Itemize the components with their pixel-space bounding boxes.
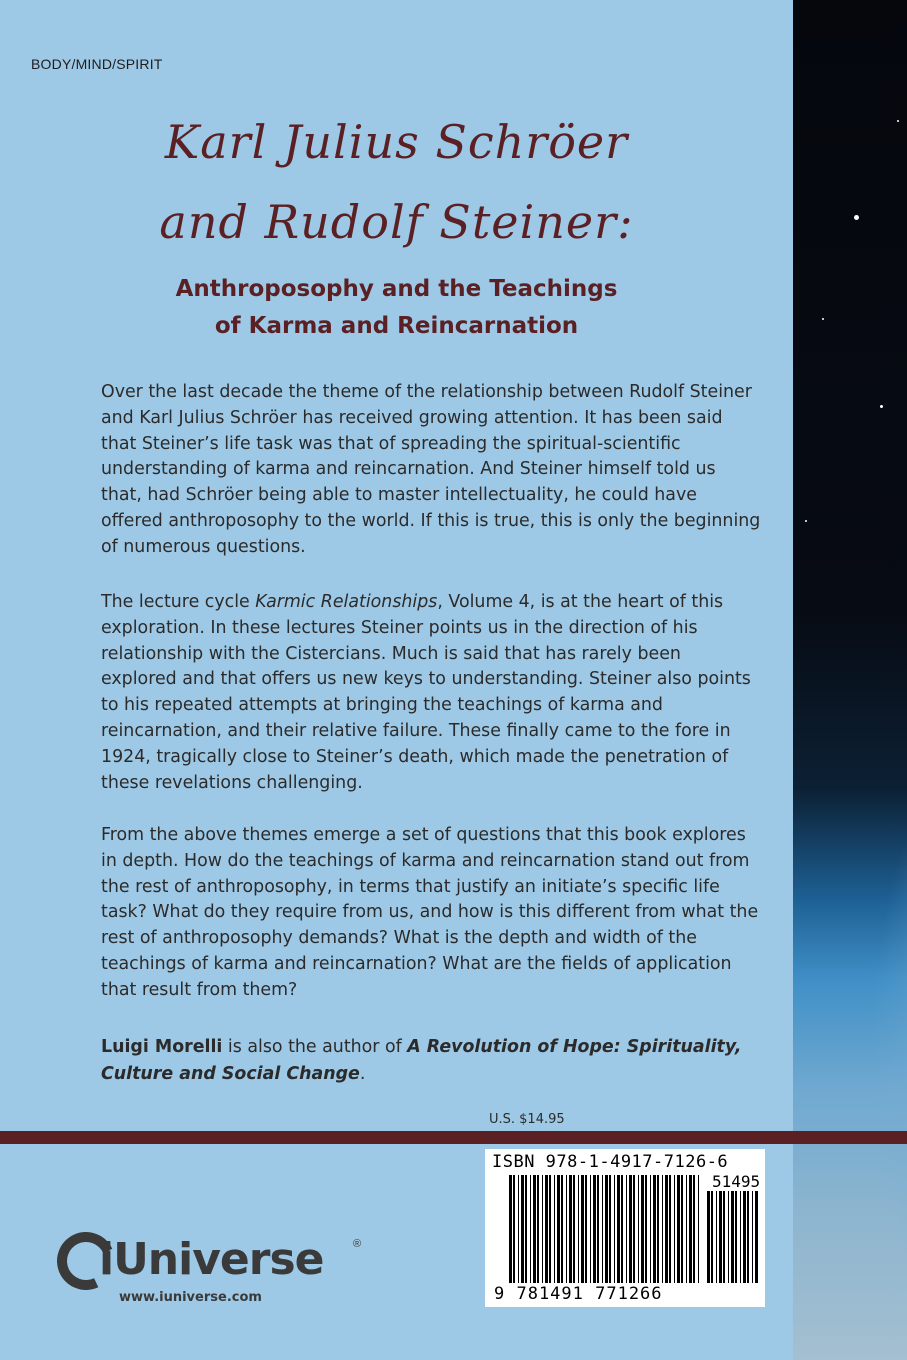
para2-lecture-title: Karmic Relationships	[255, 592, 438, 612]
barcode-bar	[578, 1175, 579, 1283]
registered-mark: ®	[353, 1238, 362, 1250]
barcode-bar	[645, 1175, 647, 1283]
other-book-title: A Revolution of Hope: Spirituality, Culture and Social Change	[101, 1037, 742, 1084]
barcode-bar	[650, 1175, 651, 1283]
barcode-bar	[605, 1175, 608, 1283]
barcode-bar	[728, 1191, 729, 1283]
barcode-bar	[707, 1191, 710, 1283]
barcode-bar	[752, 1191, 753, 1283]
barcode-bar	[545, 1175, 548, 1283]
barcode-bar	[755, 1191, 758, 1283]
barcode-bar	[509, 1175, 512, 1283]
barcode-bar	[731, 1191, 734, 1283]
earth-horizon-glow	[793, 0, 907, 1360]
barcode-bars	[509, 1175, 701, 1283]
barcode-bar	[542, 1175, 543, 1283]
title-line-2: and Rudolf Steiner:	[159, 195, 634, 249]
barcode-bar	[711, 1191, 713, 1283]
barcode-bar	[590, 1175, 591, 1283]
description-paragraph-1: Over the last decade the theme of the relationship between Rudolf Steiner and Karl Julius Schröer has received growing attention. It has been said that Steiner’s life task was that of spreading the spiritual-scientific understanding of karma and reincarnation. And Steiner himself told us that, had Schröer being able to master intellectuality, he could have offered anthroposophy to the world. If this is true, this is only the beginning of numerous questions.	[101, 382, 761, 557]
star	[805, 520, 807, 522]
publisher-url: www.iuniverse.com	[119, 1290, 262, 1305]
barcode-bar	[689, 1175, 692, 1283]
star	[822, 318, 824, 320]
barcode-bar	[609, 1175, 611, 1283]
subtitle-line-1: Anthroposophy and the Teachings	[175, 276, 618, 302]
star	[897, 120, 899, 122]
barcode-bar	[585, 1175, 587, 1283]
para2-text-start: The lecture cycle	[101, 592, 256, 612]
barcode-bar	[665, 1175, 668, 1283]
barcode-bar	[533, 1175, 536, 1283]
barcode-bar	[621, 1175, 623, 1283]
price-code: 51495	[712, 1172, 761, 1191]
barcode-bar	[740, 1191, 741, 1283]
barcode-bar	[530, 1175, 531, 1283]
barcode-bar	[617, 1175, 620, 1283]
barcode-bar	[716, 1191, 717, 1283]
barcode-bar	[561, 1175, 563, 1283]
author-note-middle: is also the author of	[222, 1037, 408, 1057]
publisher-logo	[57, 1232, 367, 1322]
isbn-text: ISBN 978-1-4917-7126-6	[492, 1152, 729, 1172]
barcode-bar	[723, 1191, 725, 1283]
description-paragraph-3: From the above themes emerge a set of questions that this book explores in depth. How do the teachings of karma and reincarnation stand out from the rest of anthroposophy, in terms that justify an initiate’s specific life task? What do they require from us, and how is this different from what the rest of anthroposophy demands? What is the depth and width of the teachings of karma and reincarnation? What are the fields of application that result from them?	[101, 825, 759, 1000]
barcode-bar	[554, 1175, 555, 1283]
barcode-bar	[657, 1175, 659, 1283]
category-label: BODY/MIND/SPIRIT	[31, 56, 163, 72]
barcode-box	[485, 1149, 765, 1307]
barcode-bar	[681, 1175, 683, 1283]
star	[880, 405, 883, 408]
star	[854, 215, 859, 220]
barcode-bar	[566, 1175, 567, 1283]
barcode-bar	[653, 1175, 656, 1283]
barcode-bar	[677, 1175, 680, 1283]
barcode-bar	[602, 1175, 603, 1283]
barcode-bar	[686, 1175, 687, 1283]
barcode-bar	[525, 1175, 527, 1283]
author-note-end: .	[359, 1064, 366, 1084]
barcode-bar	[537, 1175, 539, 1283]
barcode-bar	[521, 1175, 524, 1283]
barcode-bar	[557, 1175, 560, 1283]
barcode-bar	[662, 1175, 663, 1283]
barcode-bar	[641, 1175, 644, 1283]
barcode-bar	[747, 1191, 749, 1283]
barcode-bar	[629, 1175, 632, 1283]
barcode-bar	[549, 1175, 551, 1283]
barcode-bar	[719, 1191, 722, 1283]
author-name: Luigi Morelli	[101, 1037, 223, 1057]
barcode-bar	[593, 1175, 596, 1283]
barcode-bar	[638, 1175, 639, 1283]
barcode-bar	[669, 1175, 671, 1283]
ean-digits: 9 781491 771266	[494, 1284, 663, 1304]
title-line-1: Karl Julius Schröer	[164, 115, 629, 169]
publisher-name: iUniverse	[99, 1234, 324, 1285]
barcode-bar	[626, 1175, 627, 1283]
para2-text-end: , Volume 4, is at the heart of this exploration. In these lectures Steiner points us in the direction of his relationship with the Cistercians. Much is said that has rarely been explored and that offers us new keys to understanding. Steiner also points to his repeated attempts at bringing the teachings of karma and reincarnation, and their relative failure. These finally came to the fore in 1924, tragically close to Steiner’s death, which made the penetration of these revelations challenging.	[101, 592, 751, 793]
description-paragraph-2	[101, 590, 761, 796]
barcode-addon-bars	[707, 1191, 759, 1283]
barcode-bar	[735, 1191, 737, 1283]
barcode-bar	[693, 1175, 695, 1283]
author-note	[101, 1034, 761, 1088]
barcode-bar	[674, 1175, 675, 1283]
price-label: U.S. $14.95	[489, 1112, 565, 1127]
subtitle-line-2: of Karma and Reincarnation	[214, 313, 579, 339]
divider-band	[0, 1131, 907, 1144]
barcode-bar	[698, 1175, 699, 1283]
barcode-bar	[569, 1175, 572, 1283]
barcode-bar	[513, 1175, 515, 1283]
barcode-bar	[581, 1175, 584, 1283]
barcode-bar	[597, 1175, 599, 1283]
barcode-bar	[518, 1175, 519, 1283]
barcode-bar	[743, 1191, 746, 1283]
barcode-bar	[633, 1175, 635, 1283]
barcode-bar	[614, 1175, 615, 1283]
barcode-bar	[573, 1175, 575, 1283]
